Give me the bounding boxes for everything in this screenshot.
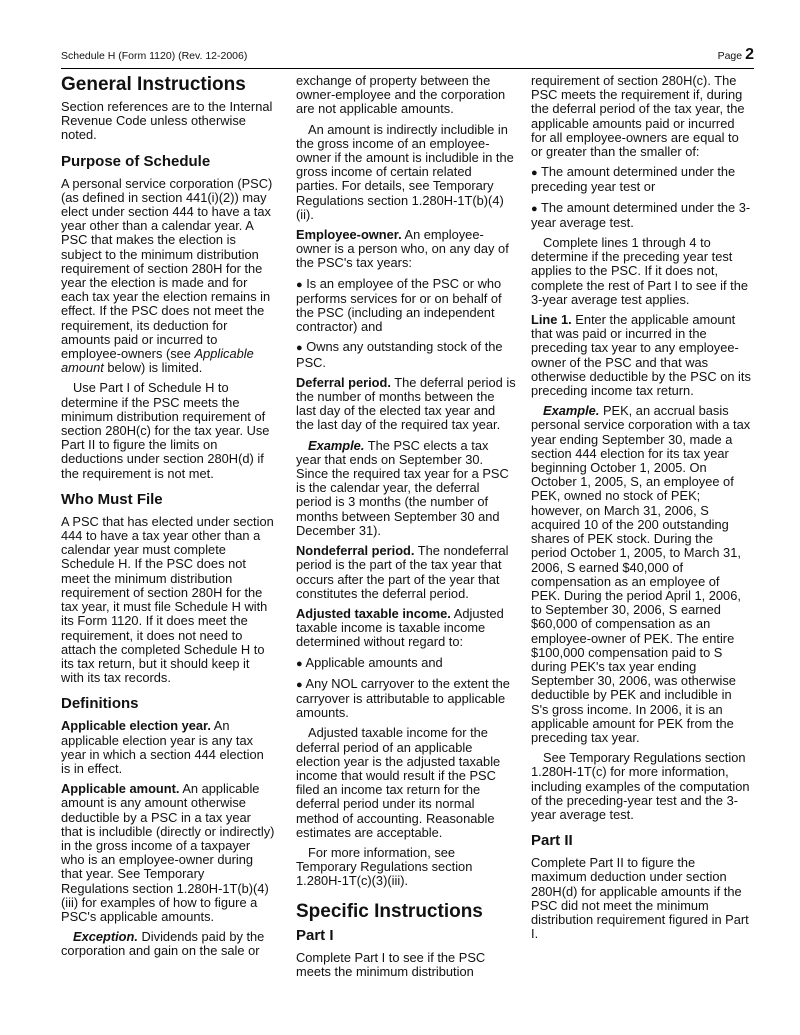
ati-bullet-1: ● Applicable amounts and <box>296 654 443 670</box>
def-nondeferral-period: Nondeferral period. The nondeferral period is the part of the tax year that occurs after the part of the year that constitutes the deferral period. <box>296 543 509 601</box>
test-bullet-2: ● The amount determined under the 3-year average test. <box>531 199 751 230</box>
column-1 <box>61 74 275 965</box>
who-must-file-text: A PSC that has elected under section 444 to have a tax year other than a calendar year must complete Schedule H. If the PSC does not meet the minimum distribution requirement of section 280H for the tax year, it must file Schedule H with its Form 1120. If it does meet the requirement, it does not need to attach the completed Schedule H to its tax return, but it should keep it with its tax records. <box>61 513 274 686</box>
line-1-instruction: Line 1. Enter the applicable amount that was paid or incurred in the preceding tax year to any employee-owner of the PSC and that was otherwise deductible by the PSC on its preceding income tax return. <box>531 312 751 399</box>
page-indicator <box>718 46 754 64</box>
employee-owner-bullet-1: ● Is an employee of the PSC or who performs services for or on behalf of the PSC (including an independent contractor) and <box>296 275 502 335</box>
purpose-heading: Purpose of Schedule <box>61 152 211 170</box>
deferral-example: Example. The PSC elects a tax year that ends on September 30. Since the required tax year for a PSC is the calendar year, the deferral period is 3 months (the number of months between September 30 and December 31). <box>296 437 509 538</box>
page-header <box>61 44 754 66</box>
col2-paragraph-1: exchange of property between the owner-employee and the corporation are not applicable amounts. <box>296 73 506 117</box>
def-deferral-period: Deferral period. The deferral period is the number of months between the last day of the elected tax year and the last day of the required tax year. <box>296 374 516 433</box>
pek-example: Example. PEK, an accrual basis personal service corporation with a tax year ending September 30, made a section 444 election for its tax year beginning October 1, 2005. On October 1, 2005, S, an employee of PEK, owned no stock of PEK; however, on March 31, 2006, S acquired 10 of the 200 outstanding shares of PEK stock. During the period October 1, 2005, to March 31, 2006, S earned $40,000 of compensation as an employee of PEK. During the period April 1, 2006, to September 30, 2006, S earned $60,000 of compensation as an employee-owner of PEK. The entire $100,000 compensation paid to S during PEK's tax year ending September 30, 2006, was otherwise deductible by PEK and includible in S's gross income. In 2006, it is an applicable amount for PEK from the preceding tax year. <box>531 403 751 745</box>
col3-paragraph-1: requirement of section 280H(c). The PSC meets the requirement if, during the deferral period of the tax year, the applicable amounts paid or incurred for all employee-owners are equal to or greater than the smaller of: <box>531 73 745 160</box>
def-applicable-amount: Applicable amount. An applicable amount is any amount otherwise deductible by a PSC in a tax year that is includible (directly or indirectly) in the gross income of a taxpayer who is an employee-owner during that year. See Temporary Regulations section 1.280H-1T(b)(4)(iii) for examples of how to figure a PSC's applicable amounts. <box>61 781 275 924</box>
def-adjusted-taxable-income: Adjusted taxable income. Adjusted taxable income is taxable income determined without regard to: <box>296 605 504 650</box>
col3-paragraph-3: See Temporary Regulations section 1.280H-1T(c) for more information, including examples of the computation of the preceding-year test and the 3-year average test. <box>531 750 750 822</box>
who-must-file-heading: Who Must File <box>61 490 163 508</box>
employee-owner-bullet-2: ● Owns any outstanding stock of the PSC. <box>296 339 503 370</box>
general-text: Section references are to the Internal Revenue Code unless otherwise noted. <box>61 99 273 143</box>
def-employee-owner: Employee-owner. An employee-owner is a person who, on any day of the PSC's tax years: <box>296 227 509 271</box>
col3-paragraph-2: Complete lines 1 through 4 to determine if the preceding year test applies to the PSC. If it does not, complete the rest of Part I to see if the 3-year average test applies. <box>531 235 749 307</box>
column-2 <box>296 74 516 985</box>
page-label: Page <box>717 50 743 62</box>
part-2-text: Complete Part II to figure the maximum deduction under section 280H(d) for applicable amounts if the PSC did not meet the minimum distribution requirement figured in Part I. <box>531 855 749 942</box>
col2-paragraph-2: An amount is indirectly includible in the gross income of an employee-owner if the amount is includible in the gross income of certain related parties. For details, see Temporary Regulations section 1.280H-1T(b)(4)(ii). <box>296 121 514 222</box>
part-1-text: Complete Part I to see if the PSC meets the minimum distribution <box>296 949 486 979</box>
test-bullet-1: ● The amount determined under the preceding year test or <box>531 164 736 195</box>
general-instructions-heading: General Instructions <box>61 74 246 95</box>
ati-paragraph: Adjusted taxable income for the deferral period of an applicable election year is the adjusted taxable income that would result if the PSC filed an income tax return for the deferral period under its normal method of accounting. Reasonable estimates are acceptable. <box>296 725 501 840</box>
purpose-paragraph-2: Use Part I of Schedule H to determine if the PSC meets the minimum distribution requirement of section 280H(c) for the tax year. Use Part II to figure the limits on deductions under section 280H(d) if the requirement is not met. <box>61 380 270 481</box>
def-exception: Exception. Dividends paid by the corporation and gain on the sale or <box>61 929 265 959</box>
header-rule <box>61 68 754 69</box>
def-applicable-election-year: Applicable election year. An applicable election year is any tax year in which a section 444 election is in effect. <box>61 718 264 776</box>
part-2-heading: Part II <box>531 832 573 850</box>
definitions-heading: Definitions <box>61 695 139 713</box>
column-3 <box>531 74 751 947</box>
part-1-heading: Part I <box>296 926 334 944</box>
specific-instructions-heading: Specific Instructions <box>296 900 483 922</box>
page-number: 2 <box>745 46 754 63</box>
more-info-paragraph: For more information, see Temporary Regulations section 1.280H-1T(c)(3)(iii). <box>296 844 473 889</box>
purpose-paragraph-1: A personal service corporation (PSC) (as defined in section 441(i)(2)) may elect under section 444 to have a tax year other than a calendar year. A PSC that makes the election is subject to the minimum distribution requirement of section 280H for the year the election is made and for each tax year the election remains in effect. If the PSC does not meet the requirement, its deduction for amounts paid or incurred to employee-owners (see Applicable amount below) is limited. <box>61 175 273 376</box>
ati-bullet-2: ● Any NOL carryover to the extent the carryover is attributable to applicable amounts. <box>296 675 510 721</box>
form-label: Schedule H (Form 1120) (Rev. 12-2006) <box>61 50 248 62</box>
